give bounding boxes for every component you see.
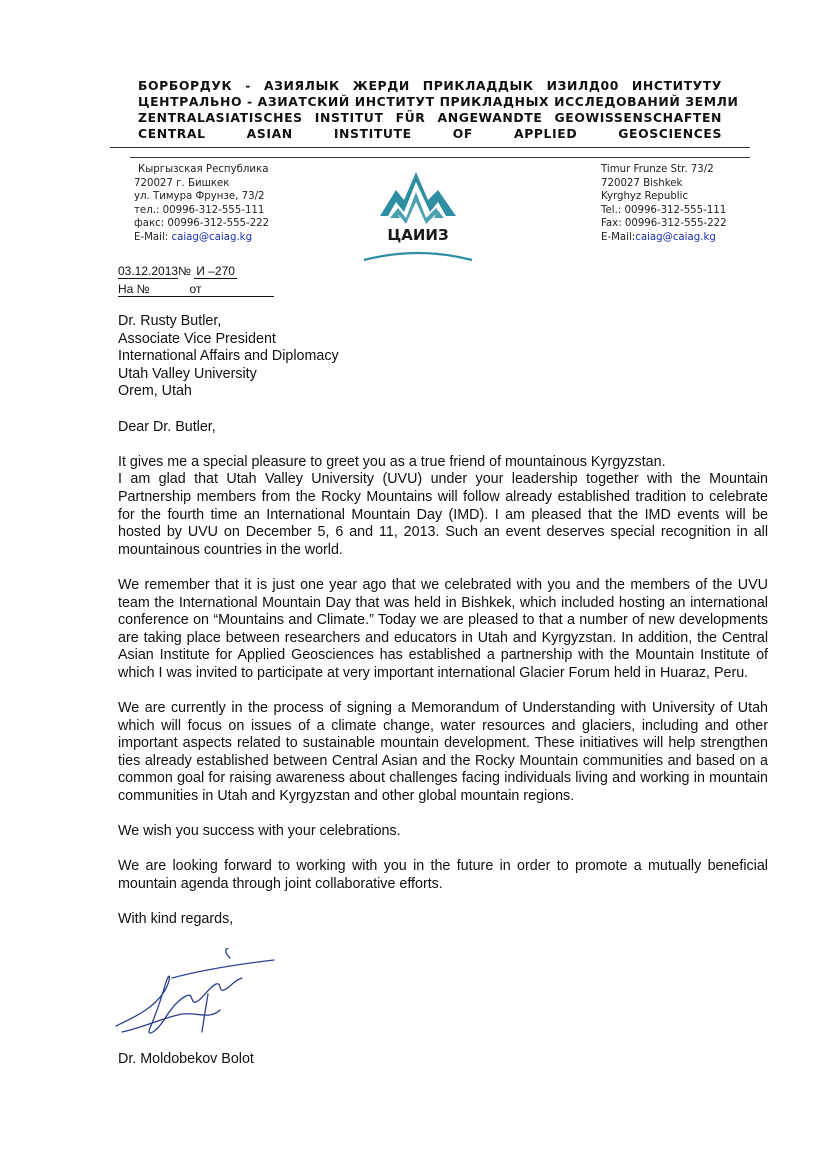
mountain-logo-icon (380, 172, 456, 224)
recipient-name: Dr. Rusty Butler, (118, 313, 222, 329)
recipient-city: Orem, Utah (118, 383, 192, 400)
handwritten-signature (112, 948, 282, 1044)
header-divider-top (110, 147, 750, 148)
recipient-department: International Affairs and Diplomacy (118, 348, 339, 365)
signer-name: Dr. Moldobekov Bolot (118, 1051, 254, 1067)
address-street: ул. Тимура Фрунзе, 73/2 (134, 191, 265, 203)
email-link[interactable]: caiag@caiag.kg (171, 231, 253, 243)
logo-arc (364, 253, 472, 260)
reply-reference (118, 282, 274, 297)
reply-from-label: от (189, 282, 202, 296)
institute-name-russian: ЦЕНТРАЛЬНО - АЗИАТСКИЙ ИНСТИТУТ ПРИКЛАДНЫХ ИССЛЕДОВАНИЙ ЗЕМЛИ (138, 94, 739, 109)
paragraph: We wish you success with your celebrations. (118, 823, 401, 840)
logo-text: ЦАИИЗ (387, 226, 449, 244)
email-label: E-Mail: (601, 231, 636, 243)
address-postal: 720027 г. Бишкек (134, 177, 230, 189)
letter-number: И –270 (196, 264, 235, 278)
paragraph: We remember that it is just one year ago that we celebrated with you and the members of the UVU team the International Mountain Day that was held in Bishkek, which included hosting an international conference on “Mountains and Climate.” Today we are pleased to that a number of new developments are taking place between researchers and educators in Utah and Kyrgyzstan. In addition, the Central Asian Institute for Applied Geosciences has established a partnership with the Mountain Institute of which I was invited to participate at very important international Glacier Forum held in Huaraz, Peru. (118, 576, 768, 681)
paragraph: I am glad that Utah Valley University (UVU) under your leadership together with the Mountain Partnership members from the Rocky Mountains will follow already established tradition to celebrate for the fourth time an International Mountain Day (IMD). I am pleased that the IMD events will be hosted by UVU on December 5, 6 and 11, 2013. Such an event deserves special recognition in all mountainous countries in the world. (118, 471, 768, 558)
address-block-russian (134, 163, 269, 245)
address-email-line (601, 231, 727, 245)
address-phone: Tel.: 00996-312-555-111 (601, 204, 727, 216)
number-label: № (178, 264, 191, 278)
address-postal: 720027 Bishkek (601, 177, 683, 189)
reference-line (118, 264, 237, 279)
paragraph: We are currently in the process of signing a Memorandum of Understanding with University of Utah which will focus on issues of a climate change, water resources and glaciers, including and other important aspects related to sustainable mountain development. These initiatives will help strengthen ties already established between Central Asian and the Rocky Mountain communities and based on a common goal for raising awareness about challenges facing individuals living and working in mountain communities in Utah and Kyrgyzstan and other global mountain regions. (118, 700, 768, 805)
address-street: Timur Frunze Str. 73/2 (601, 164, 714, 175)
institute-name-english: CENTRAL ASIAN INSTITUTE OF APPLIED GEOSCIENCES (138, 126, 722, 141)
header-divider-bottom (130, 157, 750, 158)
email-label: E-Mail: (134, 231, 172, 243)
reference-reply-line (118, 282, 274, 297)
recipient-university: Utah Valley University (118, 365, 257, 382)
reply-number-label: На № (118, 282, 150, 296)
recipient-title: Associate Vice President (118, 330, 276, 347)
address-fax: Fax: 00996-312-555-222 (601, 218, 727, 230)
paragraph: It gives me a special pleasure to greet you as a true friend of mountainous Kyrgyzstan. (118, 453, 666, 470)
letter-date: 03.12.2013 (118, 264, 179, 278)
address-block-english (601, 163, 727, 245)
letter-body (118, 313, 768, 929)
paragraph: We are looking forward to working with you in the future in order to promote a mutually beneficial mountain agenda through joint collaborative efforts. (118, 858, 768, 892)
institute-name-german: ZENTRALASIATISCHES INSTITUT FÜR ANGEWANDTE GEOWISSENSCHAFTEN (138, 110, 722, 125)
address-country: Kyrghyz Republic (601, 191, 689, 203)
address-email-line (134, 231, 269, 245)
closing: With kind regards, (118, 911, 234, 928)
address-fax: факс: 00996-312-555-222 (134, 218, 270, 230)
address-country: Кыргызская Республика (138, 164, 269, 175)
institute-logo (362, 166, 474, 264)
email-link[interactable]: caiag@caiag.kg (635, 231, 716, 243)
address-phone: тел.: 00996-312-555-111 (134, 204, 265, 216)
institute-name-kyrgyz: БОРБОРДУК - АЗИЯЛЫК ЖЕРДИ ПРИКЛАДДЫК ИЗИЛД00 ИНСТИТУТУ (138, 78, 722, 93)
salutation: Dear Dr. Butler, (118, 418, 216, 435)
